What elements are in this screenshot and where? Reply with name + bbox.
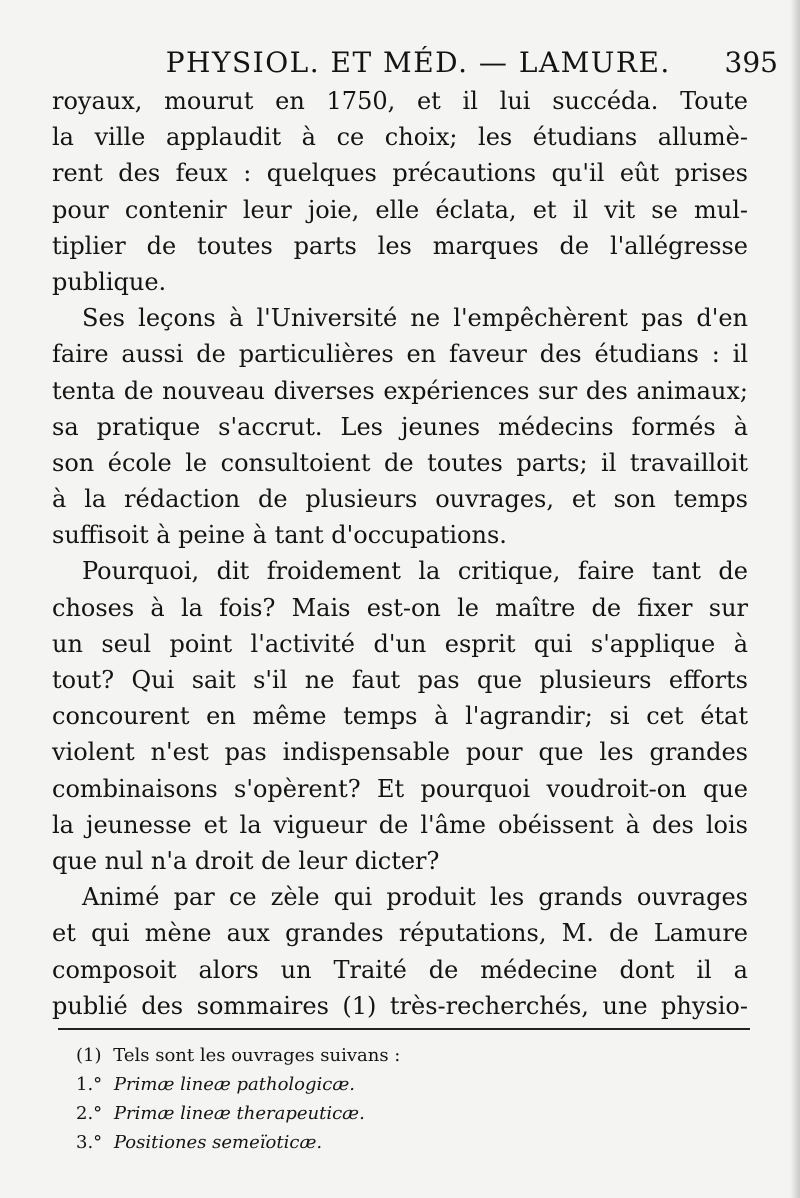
text-line: violent n'est pas indispensable pour que les grandes	[52, 738, 748, 767]
footnote-text: Positiones semeïoticæ.	[113, 1132, 323, 1153]
text-line: sa pratique s'accrut. Les jeunes médecins formés à	[52, 412, 748, 441]
text-line: un seul point l'activité d'un esprit qui s'applique à	[52, 629, 748, 658]
page-number: 395	[724, 45, 778, 79]
text-line: la ville applaudit à ce choix; les étudians allumè-	[52, 123, 748, 152]
text-line: suffisoit à peine à tant d'occupations.	[52, 521, 507, 550]
running-head	[52, 40, 778, 84]
footnotes	[76, 1041, 736, 1157]
page-edge-shadow	[790, 0, 800, 1198]
footnote-line	[76, 1128, 736, 1157]
text-line: pour contenir leur joie, elle éclata, et il vit se mul-	[52, 195, 748, 224]
text-line: tout? Qui sait s'il ne faut pas que plusieurs efforts	[52, 666, 748, 694]
paragraph	[52, 879, 748, 1024]
footnote-line	[76, 1041, 736, 1070]
footnote-marker: 2.°	[76, 1103, 103, 1124]
text-line: rent des feux : quelques précautions qu'il eût prises	[52, 159, 748, 188]
text-line: à la rédaction de plusieurs ouvrages, et son temps	[52, 485, 748, 514]
text-line: et qui mène aux grandes réputations, M. de Lamure	[52, 919, 748, 948]
text-line: composoit alors un Traité de médecine dont il a	[52, 955, 748, 984]
text-line: concourent en même temps à l'agrandir; si cet état	[52, 702, 748, 731]
text-line: Animé par ce zèle qui produit les grands ouvrages	[82, 883, 748, 912]
footnote-text: Primæ lineæ therapeuticæ.	[113, 1103, 365, 1124]
text-line: faire aussi de particulières en faveur des étudians : il	[52, 340, 748, 369]
footnote-line	[76, 1099, 736, 1128]
text-line: la jeunesse et la vigueur de l'âme obéissent à des lois	[52, 810, 748, 839]
text-line: publique.	[52, 267, 167, 296]
footnote-marker: 3.°	[76, 1132, 103, 1153]
text-line: Ses leçons à l'Université ne l'empêchèrent pas d'en	[82, 304, 748, 333]
body-text	[52, 83, 748, 1024]
footnote-marker: 1.°	[76, 1074, 103, 1095]
text-line: tenta de nouveau diverses expériences sur des animaux;	[52, 376, 748, 405]
footnote-text: Primæ lineæ pathologicæ.	[113, 1074, 356, 1095]
text-line: royaux, mourut en 1750, et il lui succéda. Toute	[52, 87, 748, 115]
text-line: son école le consultoient de toutes parts; il travailloit	[52, 448, 748, 477]
footnote-marker: (1)	[76, 1045, 102, 1066]
footnote-text: Tels sont les ouvrages suivans :	[113, 1045, 401, 1066]
text-line: publié des sommaires (1) très-recherchés, une physio-	[52, 991, 748, 1020]
text-line: tiplier de toutes parts les marques de l'allégresse	[52, 231, 748, 260]
text-line: combinaisons s'opèrent? Et pourquoi voudroit-on que	[52, 774, 748, 803]
footnote-line	[76, 1070, 736, 1099]
paragraph	[52, 300, 748, 553]
paragraph	[52, 553, 748, 879]
footnote-rule	[58, 1028, 750, 1030]
text-line: que nul n'a droit de leur dicter?	[52, 846, 440, 875]
paragraph	[52, 83, 748, 300]
text-line: Pourquoi, dit froidement la critique, faire tant de	[82, 557, 748, 586]
running-title: PHYSIOL. ET MÉD. — LAMURE.	[165, 45, 671, 79]
text-line: choses à la fois? Mais est-on le maître de fixer sur	[52, 593, 748, 622]
